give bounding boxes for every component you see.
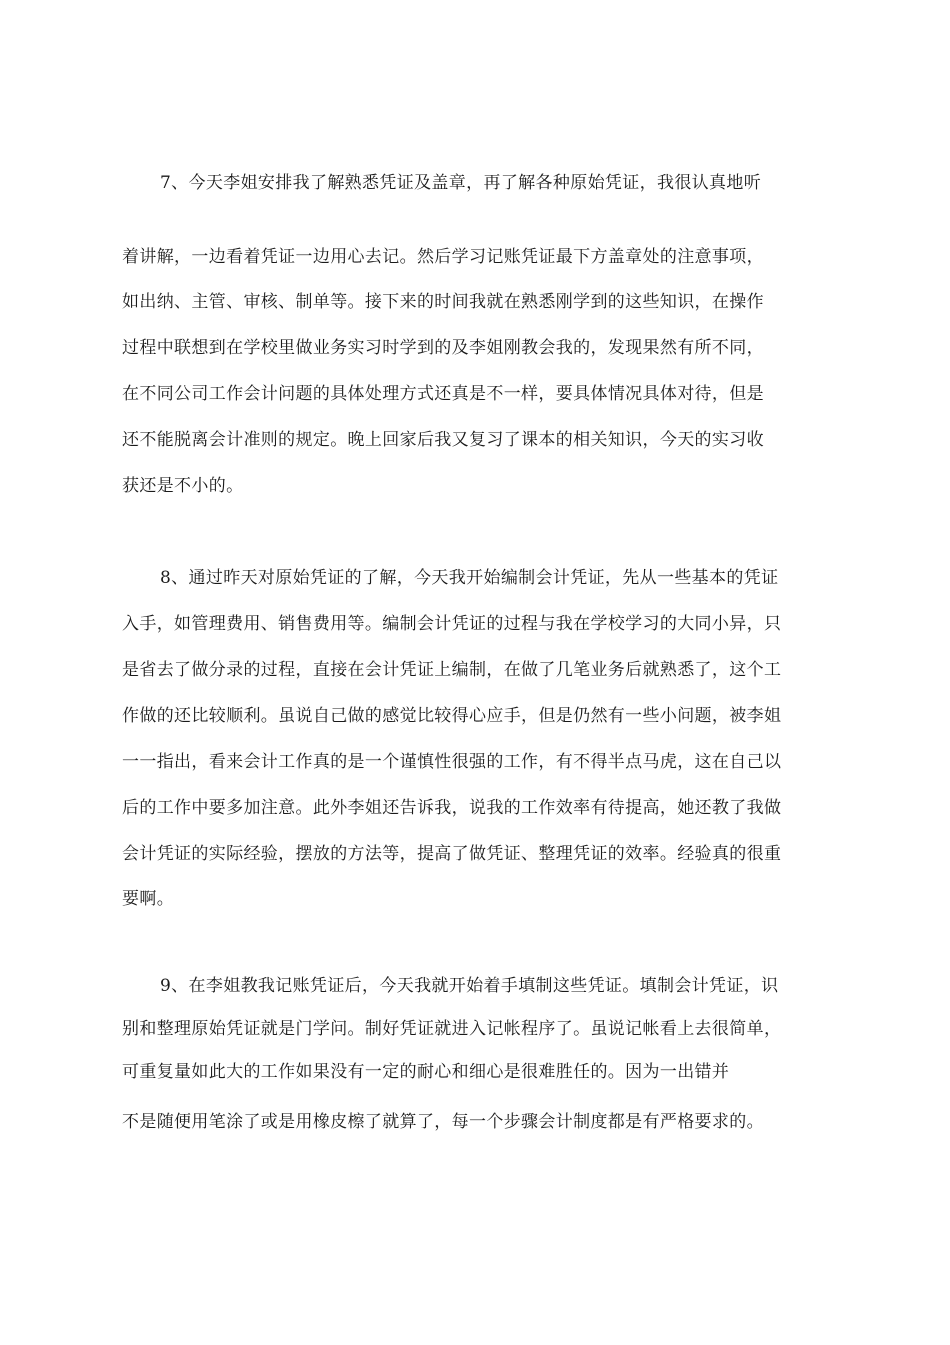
paragraph-line: 9、在李姐教我记账凭证后，今天我就开始着手填制这些凭证。填制会计凭证，识: [160, 976, 779, 996]
paragraph-line: 获还是不小的。: [122, 476, 244, 496]
paragraph-line: 是省去了做分录的过程，直接在会计凭证上编制，在做了几笔业务后就熟悉了，这个工: [122, 660, 782, 680]
paragraph-line: 会计凭证的实际经验，摆放的方法等，提高了做凭证、整理凭证的效率。经验真的很重: [122, 844, 782, 864]
paragraph-line: 要啊。: [122, 889, 175, 909]
paragraph-line: 别和整理原始凭证就是门学问。制好凭证就进入记帐程序了。虽说记帐看上去很简单，: [122, 1019, 782, 1039]
paragraph-line: 不是随便用笔涂了或是用橡皮檫了就算了，每一个步骤会计制度都是有严格要求的。: [122, 1112, 764, 1132]
paragraph-line: 7、今天李姐安排我了解熟悉凭证及盖章，再了解各种原始凭证，我很认真地听: [160, 173, 762, 193]
paragraph-line: 一一指出，看来会计工作真的是一个谨慎性很强的工作，有不得半点马虎，这在自己以: [122, 752, 782, 772]
paragraph-line: 后的工作中要多加注意。此外李姐还告诉我，说我的工作效率有待提高，她还教了我做: [122, 798, 782, 818]
paragraph-line: 还不能脱离会计准则的规定。晚上回家后我又复习了课本的相关知识，今天的实习收: [122, 430, 764, 450]
paragraph-line: 入手，如管理费用、销售费用等。编制会计凭证的过程与我在学校学习的大同小异，只: [122, 614, 782, 634]
paragraph-line: 过程中联想到在学校里做业务实习时学到的及李姐刚教会我的，发现果然有所不同，: [122, 338, 764, 358]
paragraph-line: 着讲解，一边看着凭证一边用心去记。然后学习记账凭证最下方盖章处的注意事项，: [122, 247, 764, 267]
paragraph-line: 在不同公司工作会计问题的具体处理方式还真是不一样，要具体情况具体对待，但是: [122, 384, 764, 404]
paragraph-line: 如出纳、主管、审核、制单等。接下来的时间我就在熟悉刚学到的这些知识，在操作: [122, 292, 764, 312]
paragraph-line: 8、通过昨天对原始凭证的了解，今天我开始编制会计凭证，先从一些基本的凭证: [160, 568, 779, 588]
paragraph-line: 作做的还比较顺利。虽说自己做的感觉比较得心应手，但是仍然有一些小问题，被李姐: [122, 706, 782, 726]
paragraph-line: 可重复量如此大的工作如果没有一定的耐心和细心是很难胜任的。因为一出错并: [122, 1062, 730, 1082]
